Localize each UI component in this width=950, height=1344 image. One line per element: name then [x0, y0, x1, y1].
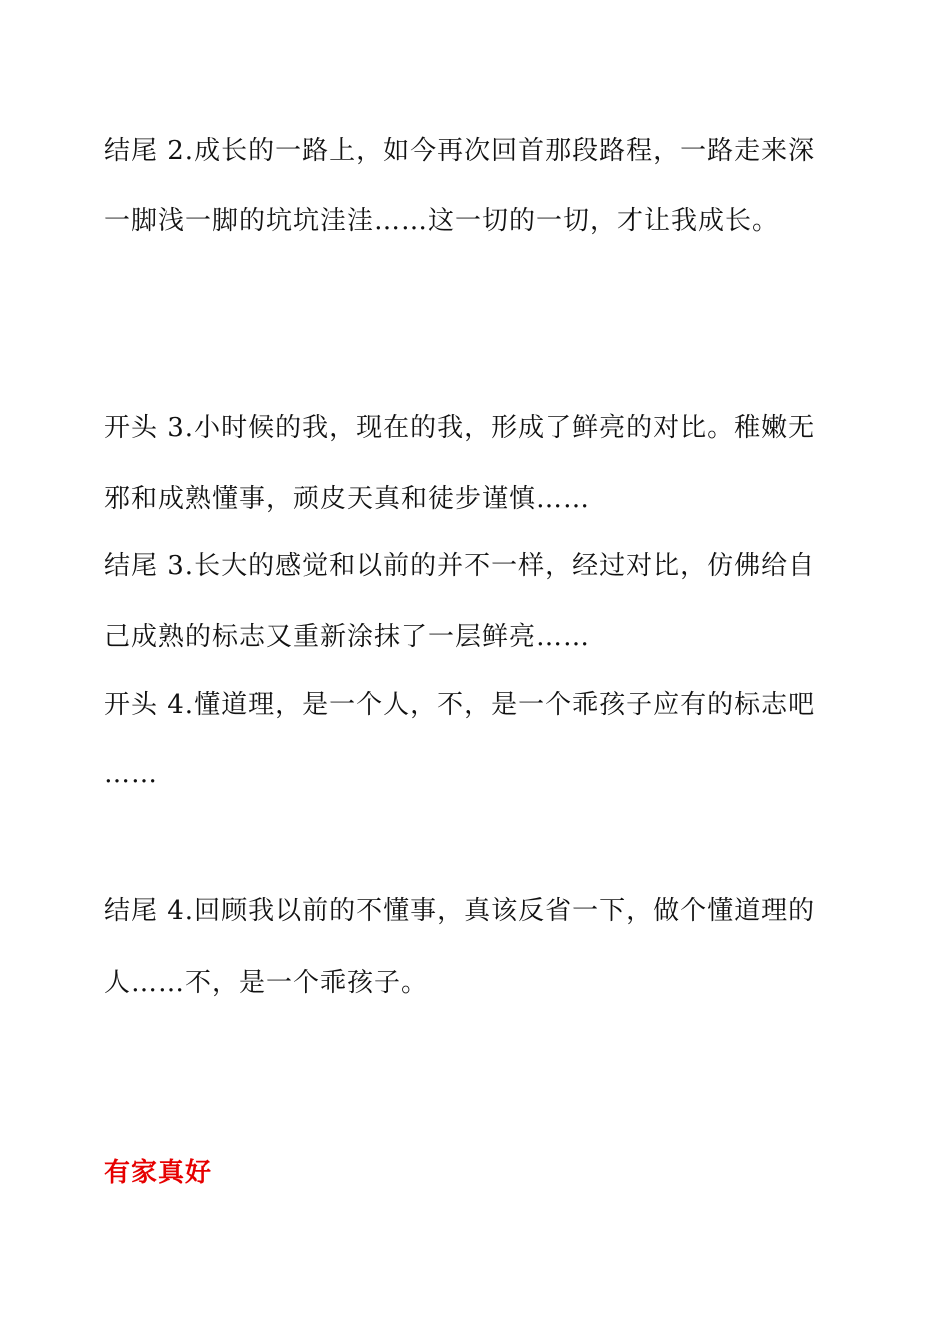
text-line: 结尾 3.长大的感觉和以前的并不一样，经过对比，仿佛给自: [104, 551, 816, 581]
text-line: ……: [104, 759, 158, 789]
text-line: 开头 3.小时候的我，现在的我，形成了鲜亮的对比。稚嫩无: [104, 413, 816, 443]
text-line: 邪和成熟懂事，顽皮天真和徒步谨慎……: [104, 484, 591, 514]
text-line: 结尾 4.回顾我以前的不懂事，真该反省一下，做个懂道理的: [104, 896, 816, 926]
text-line: 一脚浅一脚的坑坑洼洼……这一切的一切，才让我成长。: [104, 206, 780, 236]
text-line: 人……不，是一个乖孩子。: [104, 968, 429, 998]
section-heading: 有家真好: [104, 1158, 213, 1188]
text-line: 开头 4.懂道理，是一个人，不，是一个乖孩子应有的标志吧: [104, 690, 816, 720]
text-line: 己成熟的标志又重新涂抹了一层鲜亮……: [104, 622, 591, 652]
text-line: 结尾 2.成长的一路上，如今再次回首那段路程，一路走来深: [104, 136, 816, 166]
